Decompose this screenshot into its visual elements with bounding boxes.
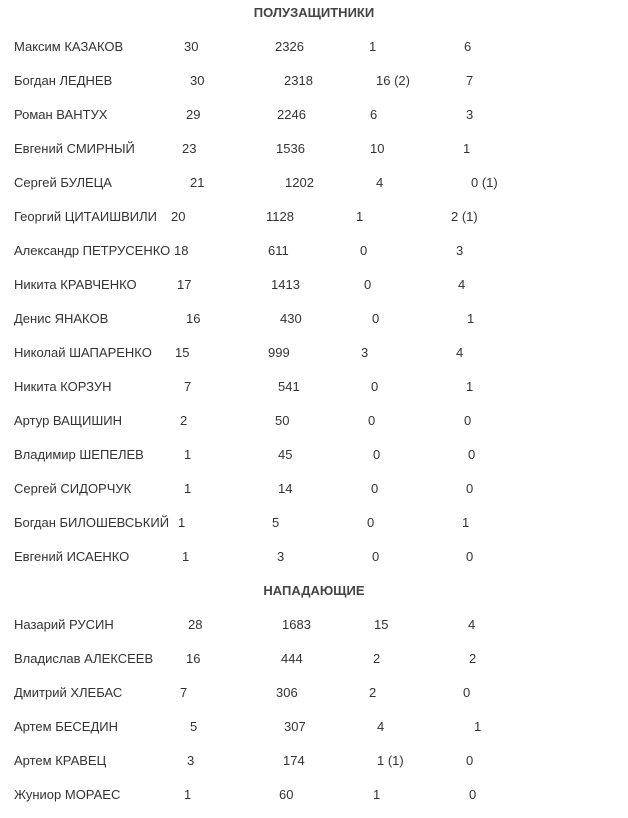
stat-goals: 0 <box>364 277 372 292</box>
stat-minutes: 1202 <box>285 175 314 190</box>
stat-goals: 0 <box>360 243 368 258</box>
stat-goals: 10 <box>370 141 385 156</box>
table-row <box>0 753 628 773</box>
section-title-midfielders: ПОЛУЗАЩИТНИКИ <box>253 5 375 20</box>
player-name: Артем БЕСЕДИН <box>14 719 118 734</box>
stat-goals: 16 (2) <box>376 73 410 88</box>
section-title-forwards: НАПАДАЮЩИЕ <box>263 583 365 598</box>
stat-minutes: 5 <box>272 515 280 530</box>
stat-assists: 0 <box>466 481 474 496</box>
stat-assists: 6 <box>464 39 472 54</box>
stat-assists: 1 <box>463 141 471 156</box>
player-name: Богдан ЛЕДНЕВ <box>14 73 113 88</box>
stat-goals: 2 <box>373 651 381 666</box>
stat-matches: 3 <box>187 753 195 768</box>
table-row <box>0 311 628 331</box>
stat-goals: 0 <box>371 481 379 496</box>
stat-matches: 1 <box>184 481 192 496</box>
stat-assists: 4 <box>456 345 464 360</box>
table-row <box>0 413 628 433</box>
stat-goals: 1 (1) <box>377 753 404 768</box>
stat-matches: 7 <box>180 685 188 700</box>
player-name: Владислав АЛЕКСЕЕВ <box>14 651 154 666</box>
table-row <box>0 141 628 161</box>
stat-minutes: 444 <box>281 651 303 666</box>
player-name: Евгений ИСАЕНКО <box>14 549 130 564</box>
stat-minutes: 3 <box>277 549 285 564</box>
stat-matches: 18 <box>174 243 189 258</box>
player-name: Роман ВАНТУХ <box>14 107 108 122</box>
stat-assists: 0 <box>464 413 472 428</box>
player-name: Никита КРАВЧЕНКО <box>14 277 137 292</box>
player-name: Богдан БИЛОШЕВСЬКИЙ <box>14 515 170 530</box>
table-row <box>0 175 628 195</box>
table-row <box>0 515 628 535</box>
stat-assists: 1 <box>474 719 482 734</box>
stat-goals: 4 <box>376 175 384 190</box>
stat-matches: 1 <box>184 447 192 462</box>
player-name: Жуниор МОРАЕС <box>14 787 121 802</box>
stat-goals: 3 <box>361 345 369 360</box>
stat-matches: 7 <box>184 379 192 394</box>
player-name: Евгений СМИРНЫЙ <box>14 141 135 156</box>
stat-matches: 28 <box>188 617 203 632</box>
stat-matches: 29 <box>186 107 201 122</box>
table-row <box>0 685 628 705</box>
player-name: Назарий РУСИН <box>14 617 114 632</box>
table-row <box>0 549 628 569</box>
stat-matches: 15 <box>175 345 190 360</box>
player-name: Денис ЯНАКОВ <box>14 311 109 326</box>
player-name: Владимир ШЕПЕЛЕВ <box>14 447 144 462</box>
player-name: Георгий ЦИТАИШВИЛИ <box>14 209 158 224</box>
player-name: Сергей СИДОРЧУК <box>14 481 132 496</box>
stat-matches: 1 <box>182 549 190 564</box>
stat-assists: 0 <box>468 447 476 462</box>
table-row <box>0 617 628 637</box>
stat-goals: 4 <box>377 719 385 734</box>
stat-minutes: 2246 <box>277 107 306 122</box>
stat-minutes: 60 <box>279 787 294 802</box>
stat-assists: 3 <box>456 243 464 258</box>
stat-matches: 2 <box>180 413 188 428</box>
stat-goals: 1 <box>369 39 377 54</box>
table-row <box>0 379 628 399</box>
table-row <box>0 73 628 93</box>
stat-assists: 0 <box>466 549 474 564</box>
stat-minutes: 999 <box>268 345 290 360</box>
stat-matches: 30 <box>190 73 205 88</box>
stat-goals: 0 <box>371 379 379 394</box>
stat-matches: 5 <box>190 719 198 734</box>
stat-goals: 1 <box>373 787 381 802</box>
table-row <box>0 107 628 127</box>
stat-matches: 17 <box>177 277 192 292</box>
stat-matches: 1 <box>184 787 192 802</box>
stat-matches: 21 <box>190 175 205 190</box>
stat-minutes: 541 <box>278 379 300 394</box>
stat-assists: 1 <box>466 379 474 394</box>
player-name: Никита КОРЗУН <box>14 379 112 394</box>
stat-goals: 0 <box>367 515 375 530</box>
player-name: Николай ШАПАРЕНКО <box>14 345 152 360</box>
stat-minutes: 1683 <box>282 617 311 632</box>
stat-assists: 4 <box>458 277 466 292</box>
stat-goals: 0 <box>372 311 380 326</box>
stat-minutes: 2326 <box>275 39 304 54</box>
player-name: Артем КРАВЕЦ <box>14 753 107 768</box>
stat-assists: 2 (1) <box>451 209 478 224</box>
stat-goals: 6 <box>370 107 378 122</box>
table-row <box>0 277 628 297</box>
stat-assists: 3 <box>466 107 474 122</box>
stat-assists: 4 <box>468 617 476 632</box>
table-row <box>0 209 628 229</box>
stat-goals: 1 <box>356 209 364 224</box>
stat-assists: 2 <box>469 651 477 666</box>
stat-minutes: 1536 <box>276 141 305 156</box>
stat-goals: 2 <box>369 685 377 700</box>
stat-matches: 16 <box>186 651 201 666</box>
table-row <box>0 481 628 501</box>
table-row <box>0 447 628 467</box>
stat-assists: 1 <box>467 311 475 326</box>
stat-matches: 16 <box>186 311 201 326</box>
stat-matches: 30 <box>184 39 199 54</box>
table-row <box>0 345 628 365</box>
player-name: Дмитрий ХЛЕБАС <box>14 685 123 700</box>
player-name: Сергей БУЛЕЦА <box>14 175 112 190</box>
stat-goals: 0 <box>373 447 381 462</box>
table-row <box>0 243 628 263</box>
player-name: Артур ВАЩИШИН <box>14 413 122 428</box>
stat-goals: 0 <box>372 549 380 564</box>
table-row <box>0 719 628 739</box>
stat-minutes: 611 <box>268 243 289 258</box>
stat-matches: 20 <box>171 209 186 224</box>
table-row <box>0 39 628 59</box>
stat-assists: 0 (1) <box>471 175 498 190</box>
stat-minutes: 306 <box>276 685 298 700</box>
stat-matches: 1 <box>178 515 186 530</box>
table-row <box>0 651 628 671</box>
stat-matches: 23 <box>182 141 197 156</box>
stat-assists: 0 <box>469 787 477 802</box>
stat-minutes: 430 <box>280 311 302 326</box>
stat-assists: 1 <box>462 515 470 530</box>
stat-minutes: 50 <box>275 413 290 428</box>
stat-minutes: 14 <box>278 481 293 496</box>
player-name: Максим КАЗАКОВ <box>14 39 124 54</box>
stat-minutes: 307 <box>284 719 306 734</box>
player-name: Александр ПЕТРУСЕНКО <box>14 243 171 258</box>
stat-minutes: 1413 <box>271 277 300 292</box>
stat-goals: 0 <box>368 413 376 428</box>
stat-assists: 7 <box>466 73 474 88</box>
stat-minutes: 2318 <box>284 73 313 88</box>
stat-assists: 0 <box>463 685 471 700</box>
table-row <box>0 787 628 807</box>
stat-assists: 0 <box>466 753 474 768</box>
stat-minutes: 174 <box>283 753 305 768</box>
stat-minutes: 45 <box>278 447 293 462</box>
stat-minutes: 1128 <box>266 209 294 224</box>
stat-goals: 15 <box>374 617 389 632</box>
